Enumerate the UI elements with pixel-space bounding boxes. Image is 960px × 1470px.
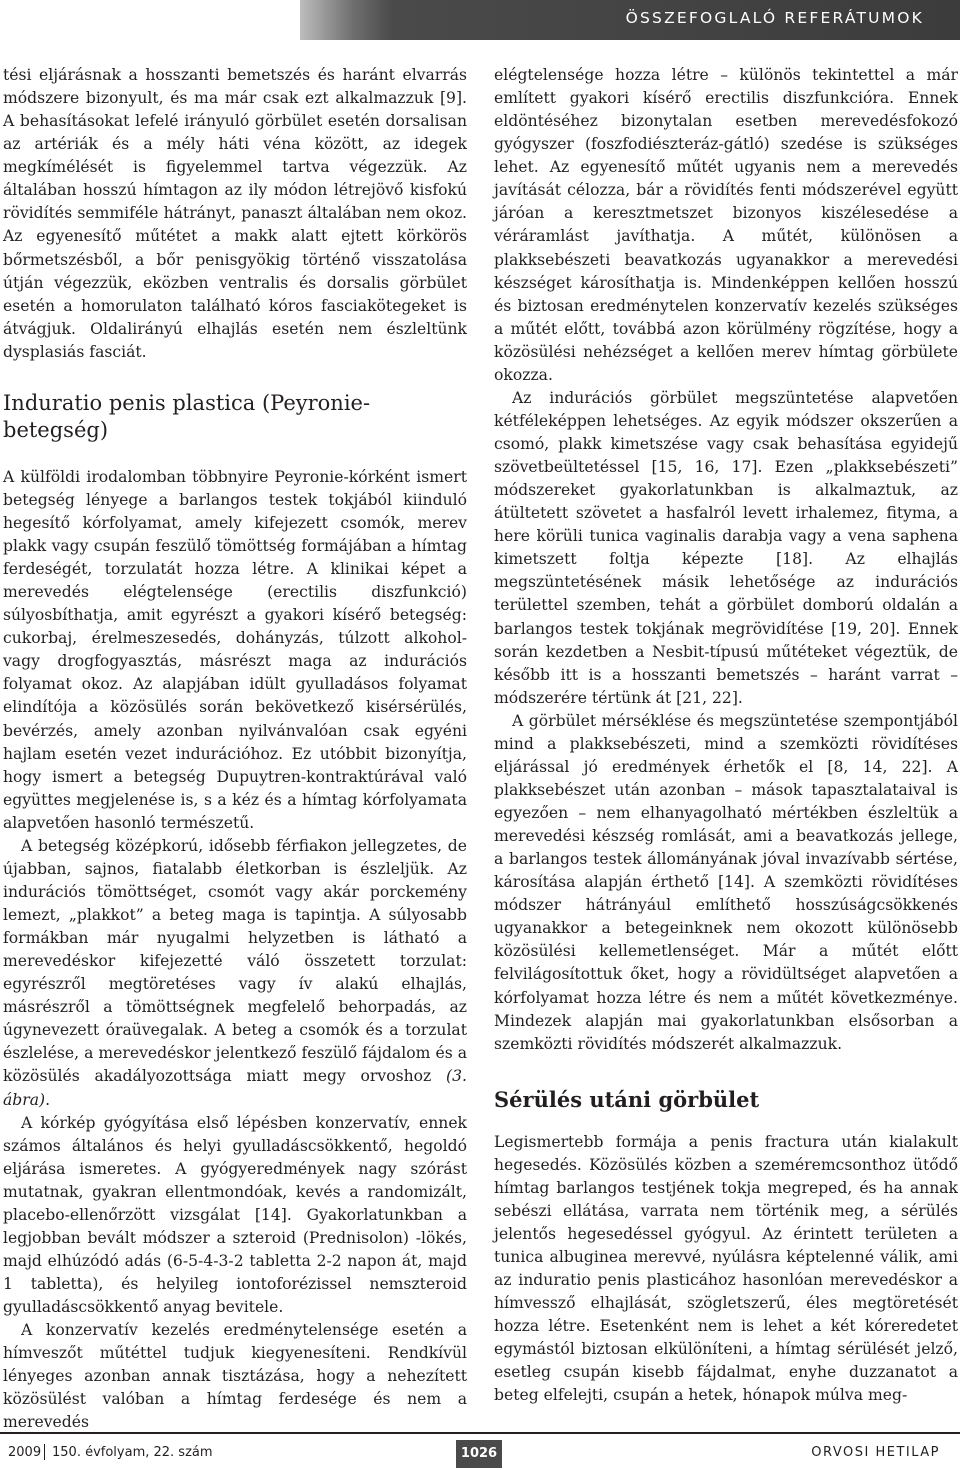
footer-divider — [0, 1432, 960, 1434]
left-column — [3, 64, 467, 1434]
footer-issue: 150. évfolyam, 22. szám — [52, 1445, 213, 1460]
paragraph: Az indurációs görbület megszüntetése alapvetően kétféleképpen lehetséges. Az egyik módszer okszerűen a csomó, plakk kimetszése vagy csak behasítása egyidejű szövetbeültetéssel [15, 16, 17]. Ezen „plakksebészeti” módszereket gyakorlatunkban is alkalmaztuk, az átültetett szövetet a hasfalról levett irhalemez, fityma, a here körüli tunica vaginalis darabja vagy a vena saphena kimetszett foltja képezte [18]. Az elhajlás megszüntetésének másik lehetősége az indurációs területtel szemben, tehát a görbület domború oldalán a barlangos testek tokjának megrövidítése [19, 20]. Ennek során kezdetben a Nesbit-típusú műtéteket végeztük, de később itt is a hosszanti bemetszés – haránt varrat – módszerére tértünk át [21, 22]. — [494, 388, 958, 707]
paragraph: Legismertebb formája a penis fractura után kialakult hegesedés. Közösülés közben a szeméremcsonthoz ütődő hímtag barlangos testjének tokja megreped, és ha annak sebészi ellátása, varrata nem történik meg, a sérülés jelentős hegesedéssel gyógyul. Az érintett területen a tunica albuginea merevvé, nyúlásra képtelenné válik, ami az induratio penis plasticához hasonlóan merevedéskor a hímvessző elhajlását, szögletszerű, éles megtöretését hozza létre. Esetenként nem is lehet a két kóreredetet egymástól biztosan elkülöníteni, a hímtag sérülését jelző, esetleg csupán kisebb fájdalmat, enyhe duzzanatot a beteg elfelejti, csupán a hetek, hónapok múlva meg- — [494, 1132, 958, 1405]
paragraph: elégtelensége hozza létre – különös tekintettel a már említett gyakori kísérő erectilis diszfunkcióra. Ennek eldöntéséhez bizonytalan esetben merevedésfokozó gyógyszer (foszfodiészteráz-gátló) szedése is szükséges lehet. Az egyenesítő műtét ugyanis nem a merevedés javítását célozza, bár a rövidítés fenti módszerével együtt járóan a keresztmetszet bizonyos kiszélesedése a véráramlást javíthatja. A műtét, különösen a plakksebészeti beavatkozás ugyanakkor a merevedési készséget károsíthatja is. Mindenképpen kellően hosszú és biztosan eredménytelen konzervatív kezelés szükséges a műtét előtt, továbbá azon körülmény rögzítése, hogy a közösülési nehézséget a kellően merev hímtag görbülete okozza. — [494, 66, 958, 384]
page-number: 1026 — [456, 1440, 502, 1468]
paragraph: A kórkép gyógyítása első lépésben konzervatív, ennek számos általános és helyi gyulladáscsökkentő, hegoldó eljárása ismeretes. A gyógyeredmények nagy szórást mutatnak, gyakran ellentmondóak, kevés a randomizált, placebo-ellenőrzött vizsgálat [14]. Gyakorlatunkban a legjobban bevált módszer a szteroid (Prednisolon) -lökés, majd elhúzódó adás (6-5-4-3-2 tabletta 2-2 napon át, majd 1 tabletta), és helyileg iontoforézissel nemszteroid gyulladáscsökkentő anyag bevitele. — [3, 1113, 467, 1317]
paragraph — [3, 835, 467, 1112]
paragraph: A görbület mérséklése és megszüntetése szempontjából mind a plakksebészeti, mind a szemközti rövidítéses eljárással jó eredmények érhetők el [8, 14, 22]. A plakksebészet után azonban – mások tapasztalataival is egyezően – nem elhanyagolható mértékben észleltük a merevedési készség romlását, ami a beavatkozás jellege, a barlangos testek állományának jóval invazívabb sértése, károsítása alapján érthető [14]. A szemközti rövidítéses módszer hátrányául említhető hosszúságcsökkenés ugyanakkor a betegeinknek nem okozott különösebb közösülési kellemetlenséget. Már a műtét előtt felvilágosítottuk őket, hogy a rövidültséget alapvetően a kórfolyamat hozza létre és nem a műtét következménye. Mindezek alapján mai gyakorlatunkban elsősorban a szemközti rövidítés módszerét alkalmazzuk. — [494, 711, 958, 1053]
section-heading-peyronie: Induratio penis plastica (Peyronie-betegség) — [3, 390, 371, 442]
journal-name: ORVOSI HETILAP — [811, 1445, 940, 1460]
paragraph-text: . — [45, 1090, 51, 1109]
paragraph-text: A betegség középkorú, idősebb férfiakon jellegzetes, de újabban, sajnos, fiatalabb életkorban is észleljük. Az indurációs tömöttséget, csomót vagy akár porckemény lemezt, „plakkot” a beteg maga is tapintja. A súlyosabb formákban már nyugalmi helyzetben is látható a merevedéskor kifejezetté váló összetett torzulat: egyrészről megtöretéses vagy ív alakú elhajlás, másrészről a tömöttségnek megfelelő behorpadás, az úgynevezett óraüvegalak. A beteg a csomók és a torzulat észlelése, a merevedéskor jelentkező feszülő fájdalom és a közösülés akadályozottsága miatt megy orvoshoz — [3, 836, 467, 1086]
right-column — [494, 64, 958, 1407]
figure-reference: (3. ábra) — [3, 1067, 467, 1109]
footer-year: 2009 — [8, 1445, 42, 1460]
footer-separator — [44, 1444, 45, 1460]
paragraph: A konzervatív kezelés eredménytelensége esetén a hímveszőt műtéttel tudjuk kiegyenesíteni. Rendkívül lényeges azonban annak tisztázása, hogy a nehezített közösülést valóban a hímtag ferdesége és nem a merevedés — [3, 1321, 467, 1432]
paragraph: A külföldi irodalomban többnyire Peyronie-kórként ismert betegség lényege a barlangos testek tokjából kiinduló hegesítő kórfolyamat, amely kifejezett csomók, merev plakk vagy csupán feszülő tömöttség formájában a hímtag ferdeségét, torzulatát hozza létre. A klinikai képet a merevedés elégtelensége (erectilis diszfunkció) súlyosbíthatja, amit egyrészt a gyakori kísérő betegség: cukorbaj, érelmeszesedés, dohányzás, túlzott alkohol- vagy drogfogyasztás, másrészt maga az indurációs folyamat okoz. Az alapjában idült gyulladásos folyamat elindítója a közösülés során bekövetkező kisérsérülés, bevérzés, amely azonban nyilvánvalóan csak egyéni hajlam esetén vezet indurációhoz. Ez utóbbit bizonyítja, hogy ismert a betegség Dupuytren-kontraktúrával való együttes megjelenése is, s a kéz és a hímtag kórfolyamata alapvetően hasonló természetű. — [3, 467, 467, 832]
header-white-segment — [0, 0, 300, 40]
header-bar — [0, 0, 960, 40]
paragraph: tési eljárásnak a hosszanti bemetszés és haránt elvarrás módszere bizonyult, és ma már csak ezt alkalmazzuk [9]. A behasításokat lefelé irányuló görbület esetén dorsalisan az artériák és a mély háti véna között, az idegek megkímélését is figyelemmel tartva végezzük. Az általában hosszú hímtagon az ily módon létrejövő kisfokú rövidítés semmiféle hátrányt, panaszt általában nem okoz. Az egyenesítő műtétet a makk alatt ejtett körkörös bőrmetszésből, a bőr penisgyökig történő visszatolása útján végezzük, eközben ventralis és dorsalis görbület esetén a homorulaton található kóros fasciakötegeket is átvágjuk. Oldalirányú elhajlás esetén nem észleltünk dysplasiás fasciát. — [3, 66, 467, 361]
section-heading-injury: Sérülés utáni görbület — [494, 1086, 760, 1112]
page-footer — [0, 1440, 960, 1470]
section-title: ÖSSZEFOGLALÓ REFERÁTUMOK — [625, 9, 924, 27]
